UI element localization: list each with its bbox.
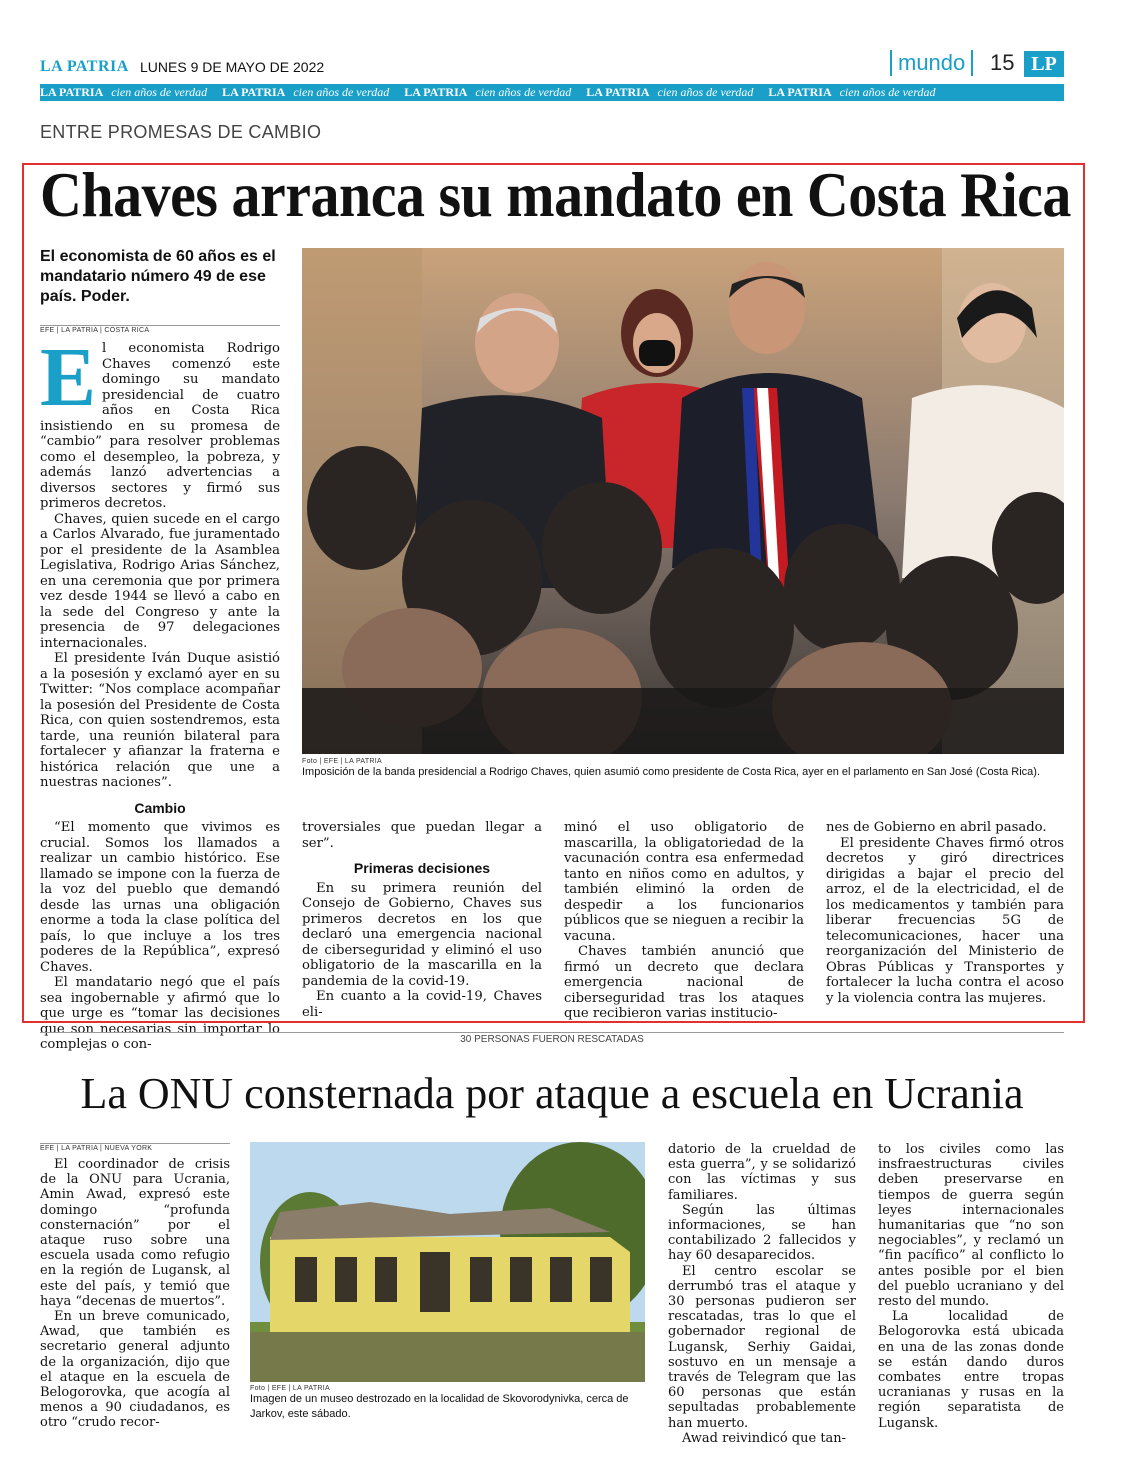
drop-cap: E — [40, 331, 97, 424]
paragraph: En un breve comunicado, Awad, que también es secretario general adjunto de la organización, dijo que el ataque en la escuela de Belogorovka, que acogía al menos a 90 ciudadanos, es otro “crudo recor- — [40, 1309, 230, 1431]
paragraph: minó el uso obligatorio de mascarilla, la obligatoriedad de la vacunación contra esa enfermedad tanto en niños como en adultos, y también eliminó la orden de despedir a los funcionarios públicos que se nieguen a recibir la vacuna. — [564, 820, 804, 944]
paragraph: Chaves, quien sucede en el cargo a Carlos Alvarado, fue juramentado por el presidente de la Asamblea Legislativa, Rodrigo Arias Sánchez, en una ceremonia que por primera vez desde 1944 se llevó a cabo en la sede del Congreso y ante la presencia de 97 delegaciones internacionales. — [40, 511, 280, 651]
photo-inauguration — [302, 248, 1064, 754]
article2-column-3 — [668, 1142, 856, 1446]
paragraph: l economista Rodrigo Chaves comenzó este domingo su mandato presidencial de cuatro años en Costa Rica insistiendo en su promesa de “cambio” para resolver problemas como el desempleo, la pobreza, y además lanzó advertencias a diversos sectores y firmó sus primeros decretos. — [40, 341, 280, 511]
issue-date: LUNES 9 DE MAYO DE 2022 — [140, 59, 325, 75]
photo2-caption: Imagen de un museo destrozado en la localidad de Skovorodynivka, cerca de Jarkov, este sábado. — [250, 1393, 629, 1420]
paragraph: El coordinador de crisis de la ONU para Ucrania, Amin Awad, expresó este domingo “profunda consternación” por el ataque ruso sobre una escuela usada como refugio en la región de Lugansk, al este del país, y temió que haya “decenas de muertos”. — [40, 1157, 230, 1309]
photo-credit: Foto | EFE | LA PATRIA — [302, 758, 383, 765]
article-column-4 — [826, 820, 1064, 1006]
paragraph: El presidente Iván Duque asistió a la posesión y exclamó ayer en su Twitter: “Nos complace acompañar la posesión del Presidente de Costa Rica, con quien sostendremos, esta tarde, una reunión bilateral para fortalecer y afianzar la fraterna e histórica relación que une a nuestras naciones”. — [40, 651, 280, 790]
lp-logo: LP — [1024, 51, 1064, 77]
article-column-3 — [564, 820, 804, 1022]
paragraph: to los civiles como las insfraestructuras civiles deben preservarse en tiempos de guerra según leyes internacionales humanitarias que “no son negociables”, y reclamó un “fin pacífico” al conflicto lo antes posible por el bien del pueblo ucraniano y del resto del mundo. — [878, 1142, 1064, 1310]
photo2-credit: Foto | EFE | LA PATRIA — [250, 1385, 331, 1392]
section-name: mundo — [890, 50, 973, 76]
article2-kicker: 30 PERSONAS FUERON RESCATADAS — [40, 1032, 1064, 1045]
page-number: 15 — [990, 50, 1015, 75]
article-column-2 — [302, 820, 542, 1020]
paragraph: Awad reivindicó que tan- — [682, 1430, 847, 1446]
article2-credit: EFE | LA PATRIA | NUEVA YORK — [40, 1143, 230, 1152]
article2-column-1 — [40, 1157, 230, 1431]
paragraph: “El momento que vivimos es crucial. Somos los llamados a realizar un cambio histórico. Ese llamado se impone con la fuerza de la voz del pueblo que demandó desde las urnas una obligación enorme a toda la clase política del país, lo que incluye a los tres poderes de la República”, expresó Chaves. — [40, 820, 280, 975]
photo-inauguration-image — [302, 248, 1064, 754]
article-kicker: ENTRE PROMESAS DE CAMBIO — [40, 122, 322, 142]
article2-headline: La ONU consternada por ataque a escuela en Ucrania — [80, 1069, 1024, 1118]
paragraph: El presidente Chaves firmó otros decretos y giró directrices dirigidas a bajar el precio del arroz, el de la electricidad, el de los medicamentos y también para liberar frecuencias 5G de telecomunicaciones, hacer una reorganización del Ministerio de Obras Públicas y Transportes y fortalecer la lucha contra el acoso y la violencia contra las mujeres. — [826, 835, 1064, 1006]
paragraph: El mandatario negó que el país sea ingobernable y afirmó que lo que urge es “tomar las decisiones que son necesarias sin importar lo complejas o con- — [40, 975, 280, 1052]
paragraph: Chaves también anunció que firmó un decreto que declara emergencia nacional de ciberseguridad tras los ataques que recibieron varias institucio- — [564, 944, 804, 1021]
paragraph: En cuanto a la covid-19, Chaves eli- — [302, 989, 542, 1020]
article-column-1 — [40, 331, 280, 1053]
article-subtitle: El economista de 60 años es el mandatario número 49 de ese país. Poder. — [40, 248, 276, 305]
subheading: Primeras decisiones — [353, 860, 491, 876]
subheading: Cambio — [134, 799, 186, 816]
slogan-band: LA PATRIA cien años de verdad LA PATRIA cien años de verdad LA PATRIA cien años de verdad LA PATRIA cien años de verdad LA PATRIA cien años de verdad — [40, 84, 1064, 101]
article-headline: Chaves arranca su mandato en Costa Rica — [40, 158, 1071, 231]
photo2-caption-block — [250, 1385, 645, 1422]
photo-caption-block — [302, 758, 1064, 780]
paragraph: nes de Gobierno en abril pasado. — [826, 820, 1047, 835]
paragraph: En su primera reunión del Consejo de Gobierno, Chaves sus primeros decretos en los que declaró una emergencia nacional de ciberseguridad y eliminó el uso obligatorio de la mascarilla en la pandemia de la covid-19. — [302, 880, 542, 989]
masthead-brand: LA PATRIA — [40, 58, 129, 75]
photo-destroyed-museum — [250, 1142, 645, 1382]
photo-destroyed-museum-image — [250, 1142, 645, 1382]
article-credit: EFE | LA PATRIA | COSTA RICA — [40, 325, 280, 334]
paragraph: datorio de la crueldad de esta guerra”, y se solidarizó con las víctimas y sus familiares. — [668, 1142, 856, 1203]
photo-caption: Imposición de la banda presidencial a Rodrigo Chaves, quien asumió como presidente de Costa Rica, ayer en el parlamento en San José (Costa Rica). — [302, 766, 1041, 778]
paragraph: Según las últimas informaciones, se han contabilizado 2 fallecidos y hay 60 desaparecidos. — [668, 1202, 856, 1264]
paragraph: troversiales que puedan llegar a ser”. — [302, 820, 542, 851]
article2-column-4 — [878, 1142, 1064, 1431]
paragraph: El centro escolar se derrumbó tras el ataque y 30 personas pudieron ser rescatadas, tras lo que el gobernador regional de Lugansk, Serhiy Gaidai, sostuvo en un mensaje a través de Telegram que las 60 personas que están sepultadas probablemente han muerto. — [668, 1263, 856, 1431]
paragraph: La localidad de Belogorovka está ubicada en una de las zonas donde se están dando duros combates entre tropas ucranianas y rusas en la región separatista de Lugansk. — [878, 1309, 1064, 1431]
